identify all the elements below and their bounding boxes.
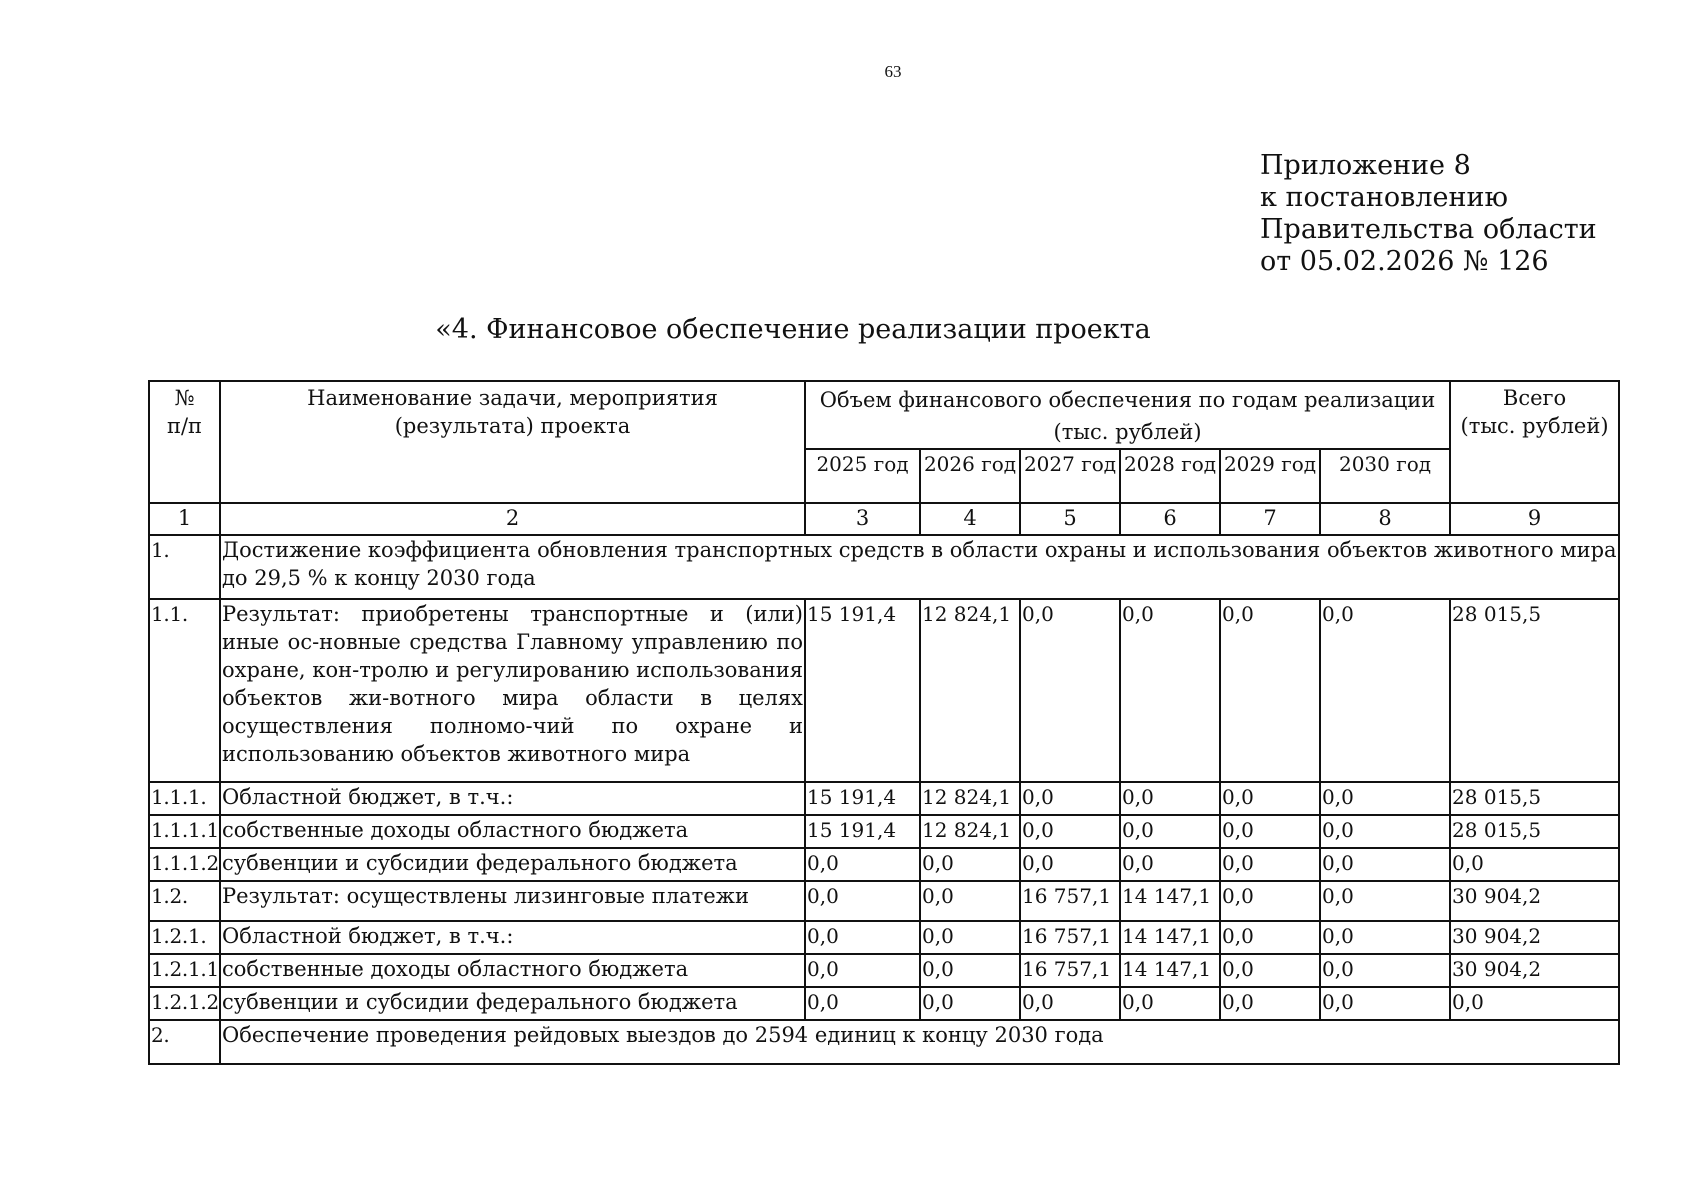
- appendix-line: Приложение 8: [1260, 150, 1471, 181]
- header-num-line: п/п: [166, 414, 203, 438]
- value-total: 30 904,2: [1450, 921, 1619, 954]
- value-2028: 0,0: [1120, 987, 1220, 1020]
- page-number: 63: [884, 62, 902, 81]
- value-2029: 0,0: [1220, 815, 1320, 848]
- column-number: 2: [220, 503, 805, 535]
- row-name: субвенции и субсидии федерального бюджета: [220, 987, 805, 1020]
- header-year: 2028 год: [1120, 449, 1220, 503]
- table-row: [149, 782, 1619, 815]
- value-2027: 16 757,1: [1020, 881, 1120, 921]
- header-year: 2030 год: [1320, 449, 1450, 503]
- value-2026: 0,0: [920, 954, 1020, 987]
- value-total: 28 015,5: [1450, 599, 1619, 782]
- table-row: [149, 881, 1619, 921]
- value-total: 30 904,2: [1450, 954, 1619, 987]
- value-2026: 12 824,1: [920, 599, 1020, 782]
- value-2027: 0,0: [1020, 782, 1120, 815]
- task-name: Достижение коэффициента обновления транспортных средств в области охраны и использования объектов животного мира до 29,5 % к концу 2030 года: [220, 535, 1619, 599]
- table-row: [149, 815, 1619, 848]
- value-2026: 0,0: [920, 987, 1020, 1020]
- table-row: [149, 921, 1619, 954]
- header-total: [1450, 381, 1619, 503]
- value-2025: 0,0: [805, 987, 920, 1020]
- value-2026: 0,0: [920, 881, 1020, 921]
- value-2030: 0,0: [1320, 599, 1450, 782]
- row-name: собственные доходы областного бюджета: [220, 815, 805, 848]
- value-2027: 0,0: [1020, 987, 1120, 1020]
- row-number: 1.2.1.1: [149, 954, 220, 987]
- value-2028: 14 147,1: [1120, 881, 1220, 921]
- row-name: Результат: осуществлены лизинговые платежи: [220, 881, 805, 921]
- value-2027: 16 757,1: [1020, 954, 1120, 987]
- value-2026: 0,0: [920, 848, 1020, 881]
- row-number: 1.: [149, 535, 220, 599]
- column-number: 9: [1450, 503, 1619, 535]
- row-name: субвенции и субсидии федерального бюджета: [220, 848, 805, 881]
- value-2026: 0,0: [920, 921, 1020, 954]
- column-number: 4: [920, 503, 1020, 535]
- column-numbers-row: [149, 503, 1619, 535]
- value-2027: 0,0: [1020, 848, 1120, 881]
- value-2029: 0,0: [1220, 987, 1320, 1020]
- row-number: 1.2.: [149, 881, 220, 921]
- value-total: 28 015,5: [1450, 782, 1619, 815]
- value-2027: 0,0: [1020, 815, 1120, 848]
- row-number: 1.1.1.: [149, 782, 220, 815]
- row-name: Областной бюджет, в т.ч.:: [220, 782, 805, 815]
- header-name-line: Наименование задачи, мероприятия: [307, 386, 718, 410]
- value-2025: 15 191,4: [805, 815, 920, 848]
- value-2025: 0,0: [805, 848, 920, 881]
- value-total: 0,0: [1450, 848, 1619, 881]
- column-number: 8: [1320, 503, 1450, 535]
- row-number: 1.1.: [149, 599, 220, 782]
- header-name-line: (результата) проекта: [394, 414, 631, 438]
- task-row: [149, 1020, 1619, 1064]
- value-2026: 12 824,1: [920, 815, 1020, 848]
- header-volume: [805, 381, 1450, 449]
- header-year: 2025 год: [805, 449, 920, 503]
- header-year: 2027 год: [1020, 449, 1120, 503]
- header-year: 2029 год: [1220, 449, 1320, 503]
- row-name: собственные доходы областного бюджета: [220, 954, 805, 987]
- column-number: 3: [805, 503, 920, 535]
- header-total-line: Всего: [1502, 386, 1567, 410]
- row-number: 1.1.1.1: [149, 815, 220, 848]
- value-2029: 0,0: [1220, 848, 1320, 881]
- task-row: [149, 535, 1619, 599]
- appendix-block: [1260, 150, 1597, 278]
- column-number: 5: [1020, 503, 1120, 535]
- value-2029: 0,0: [1220, 921, 1320, 954]
- header-volume-line: (тыс. рублей): [1053, 420, 1202, 444]
- section-title: «4. Финансовое обеспечение реализации проекта: [435, 314, 1151, 345]
- column-number: 7: [1220, 503, 1320, 535]
- header-name: [220, 381, 805, 503]
- value-2025: 15 191,4: [805, 782, 920, 815]
- row-number: 1.2.1.2: [149, 987, 220, 1020]
- value-2026: 12 824,1: [920, 782, 1020, 815]
- value-2028: 14 147,1: [1120, 954, 1220, 987]
- value-2028: 0,0: [1120, 782, 1220, 815]
- value-2030: 0,0: [1320, 848, 1450, 881]
- value-total: 30 904,2: [1450, 881, 1619, 921]
- appendix-line: от 05.02.2026 № 126: [1260, 246, 1549, 277]
- row-number: 2.: [149, 1020, 220, 1064]
- row-number: 1.2.1.: [149, 921, 220, 954]
- header-year: 2026 год: [920, 449, 1020, 503]
- row-name: Областной бюджет, в т.ч.:: [220, 921, 805, 954]
- row-number: 1.1.1.2: [149, 848, 220, 881]
- value-2029: 0,0: [1220, 782, 1320, 815]
- table-row: [149, 848, 1619, 881]
- table-row: [149, 599, 1619, 782]
- value-2028: 0,0: [1120, 599, 1220, 782]
- value-2027: 16 757,1: [1020, 921, 1120, 954]
- value-total: 28 015,5: [1450, 815, 1619, 848]
- header-num-line: №: [174, 386, 195, 410]
- finance-table: [148, 380, 1620, 1065]
- value-2025: 0,0: [805, 921, 920, 954]
- value-2030: 0,0: [1320, 987, 1450, 1020]
- header-total-line: (тыс. рублей): [1460, 414, 1609, 438]
- value-2029: 0,0: [1220, 599, 1320, 782]
- header-volume-line: Объем финансового обеспечения по годам реализации: [819, 388, 1436, 412]
- appendix-line: Правительства области: [1260, 214, 1597, 245]
- table-row: [149, 987, 1619, 1020]
- value-2030: 0,0: [1320, 782, 1450, 815]
- value-total: 0,0: [1450, 987, 1619, 1020]
- task-name: Обеспечение проведения рейдовых выездов до 2594 единиц к концу 2030 года: [220, 1020, 1619, 1064]
- value-2029: 0,0: [1220, 954, 1320, 987]
- value-2028: 0,0: [1120, 848, 1220, 881]
- row-name: Результат: приобретены транспортные и (или) иные ос-новные средства Главному управлению по охране, кон-тролю и регулированию использования объектов жи-вотного мира области в целях осуществления полномо-чий по охране и использованию объектов животного мира: [220, 599, 805, 782]
- value-2030: 0,0: [1320, 954, 1450, 987]
- value-2030: 0,0: [1320, 881, 1450, 921]
- value-2025: 15 191,4: [805, 599, 920, 782]
- value-2025: 0,0: [805, 954, 920, 987]
- column-number: 1: [149, 503, 220, 535]
- value-2027: 0,0: [1020, 599, 1120, 782]
- value-2030: 0,0: [1320, 921, 1450, 954]
- value-2030: 0,0: [1320, 815, 1450, 848]
- value-2029: 0,0: [1220, 881, 1320, 921]
- appendix-line: к постановлению: [1260, 182, 1508, 213]
- table-row: [149, 954, 1619, 987]
- value-2028: 0,0: [1120, 815, 1220, 848]
- header-num: [149, 381, 220, 503]
- column-number: 6: [1120, 503, 1220, 535]
- value-2028: 14 147,1: [1120, 921, 1220, 954]
- value-2025: 0,0: [805, 881, 920, 921]
